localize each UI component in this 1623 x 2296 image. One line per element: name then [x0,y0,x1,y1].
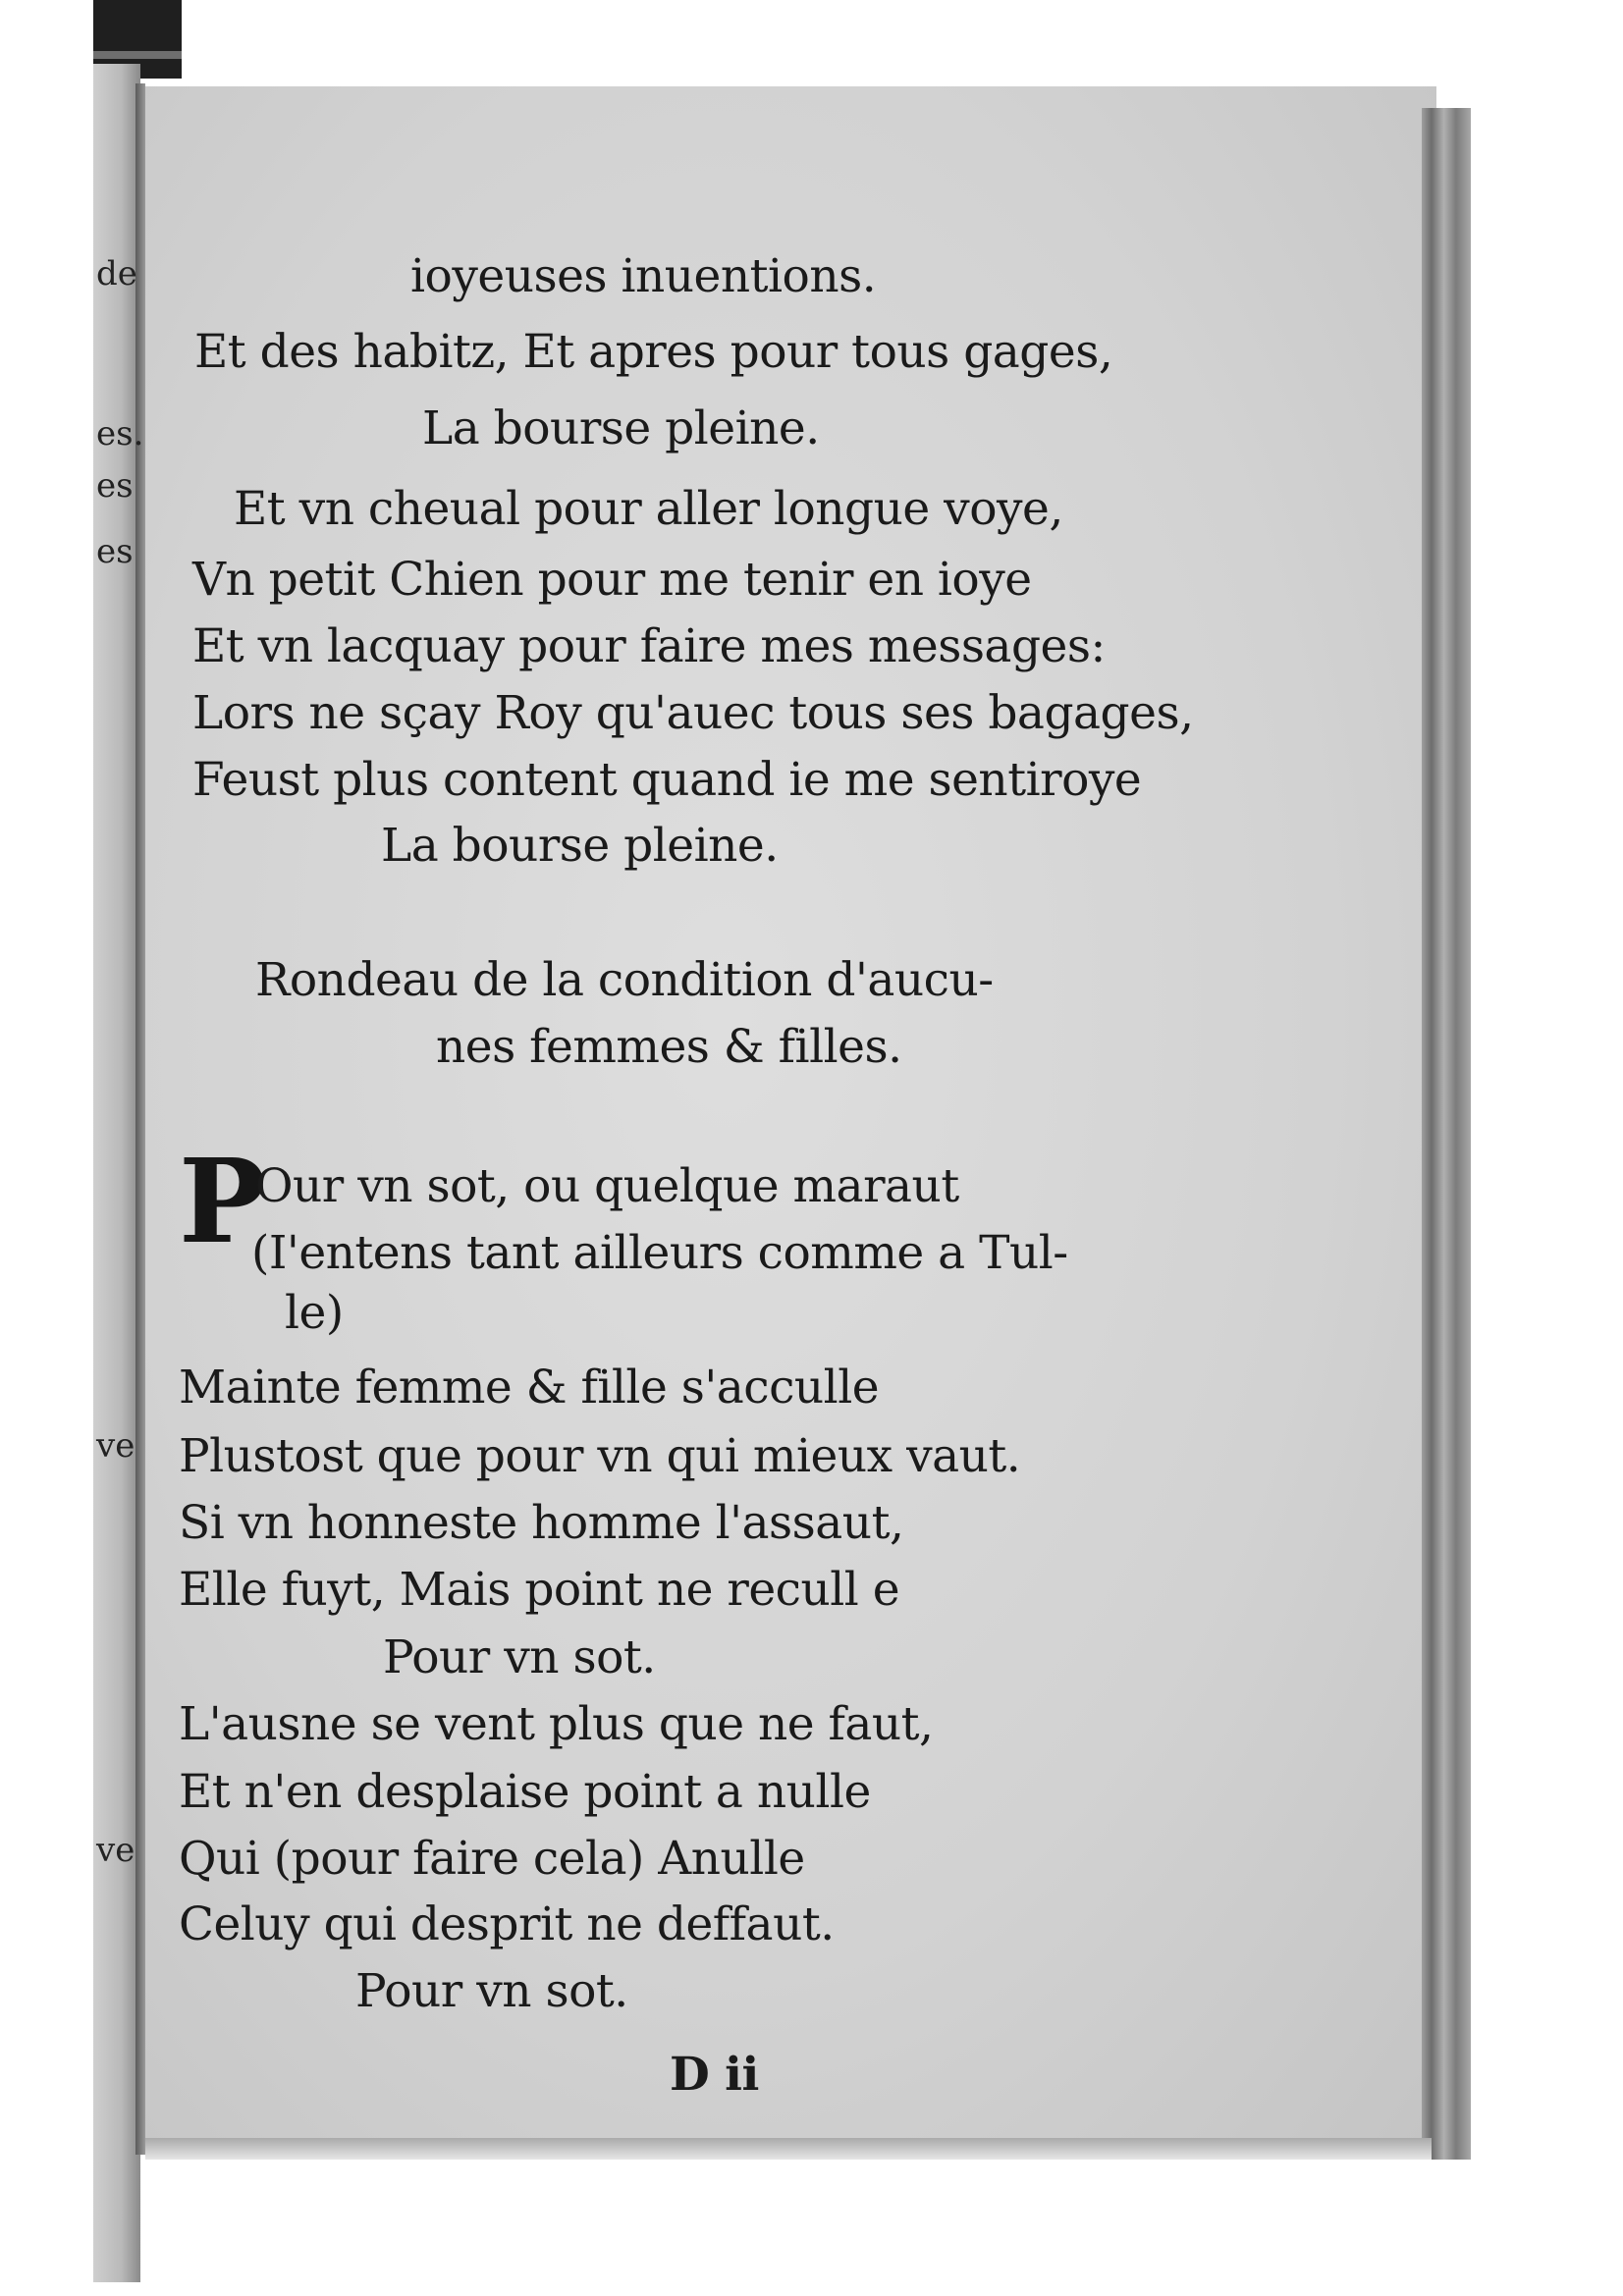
previous-page-fragment: es [96,532,134,571]
previous-page-edge [93,64,140,2282]
verse-line: Pour vn sot. [383,1630,656,1684]
verse-line: Feust plus content quand ie me sentiroye [192,753,1142,807]
previous-page-fragment: es. [96,414,144,454]
running-head: ioyeuses inuentions. [410,249,877,303]
verse-line: le) [285,1286,344,1340]
section-title: Rondeau de la condition d'aucu- [255,953,994,1007]
verse-line: Et n'en desplaise point a nulle [179,1765,871,1819]
previous-page-fragment: es [96,466,134,506]
verse-line: Et vn lacquay pour faire mes messages: [192,619,1106,673]
drop-cap: P [179,1133,266,1269]
verse-line: Our vn sot, ou quelque maraut [255,1159,959,1213]
verse-line: Vn petit Chien pour me tenir en ioye [192,553,1032,607]
verse-line: Mainte femme & fille s'acculle [179,1361,880,1415]
verse-line: Et des habitz, Et apres pour tous gages, [194,325,1113,379]
verse-line: Elle fuyt, Mais point ne recull e [179,1563,900,1617]
previous-page-fragment: ve [96,1831,135,1870]
signature-mark: D ii [670,2048,759,2102]
verse-line: Si vn honneste homme l'assaut, [179,1496,904,1550]
verse-line: Pour vn sot. [355,1964,628,2018]
verse-line: La bourse pleine. [422,401,820,455]
verse-line: Lors ne sçay Roy qu'auec tous ses bagages, [192,686,1194,740]
page-stack-edge [1422,108,1471,2160]
previous-page-fragment: de [96,254,137,294]
verse-line: Plustost que pour vn qui mieux vaut. [179,1429,1021,1483]
gutter-shadow [135,83,145,2155]
verse-line: (I'entens tant ailleurs comme a Tul- [251,1226,1068,1280]
verse-line: La bourse pleine. [381,819,779,873]
verse-line: Celuy qui desprit ne deffaut. [179,1897,835,1951]
verse-line: Qui (pour faire cela) Anulle [179,1832,805,1886]
book-page [145,86,1436,2138]
page-bottom-edge [145,2138,1432,2160]
section-title: nes femmes & filles. [436,1020,902,1074]
previous-page-fragment: ve [96,1426,135,1466]
verse-line: Et vn cheual pour aller longue voye, [234,482,1063,536]
verse-line: L'ausne se vent plus que ne faut, [179,1697,934,1751]
